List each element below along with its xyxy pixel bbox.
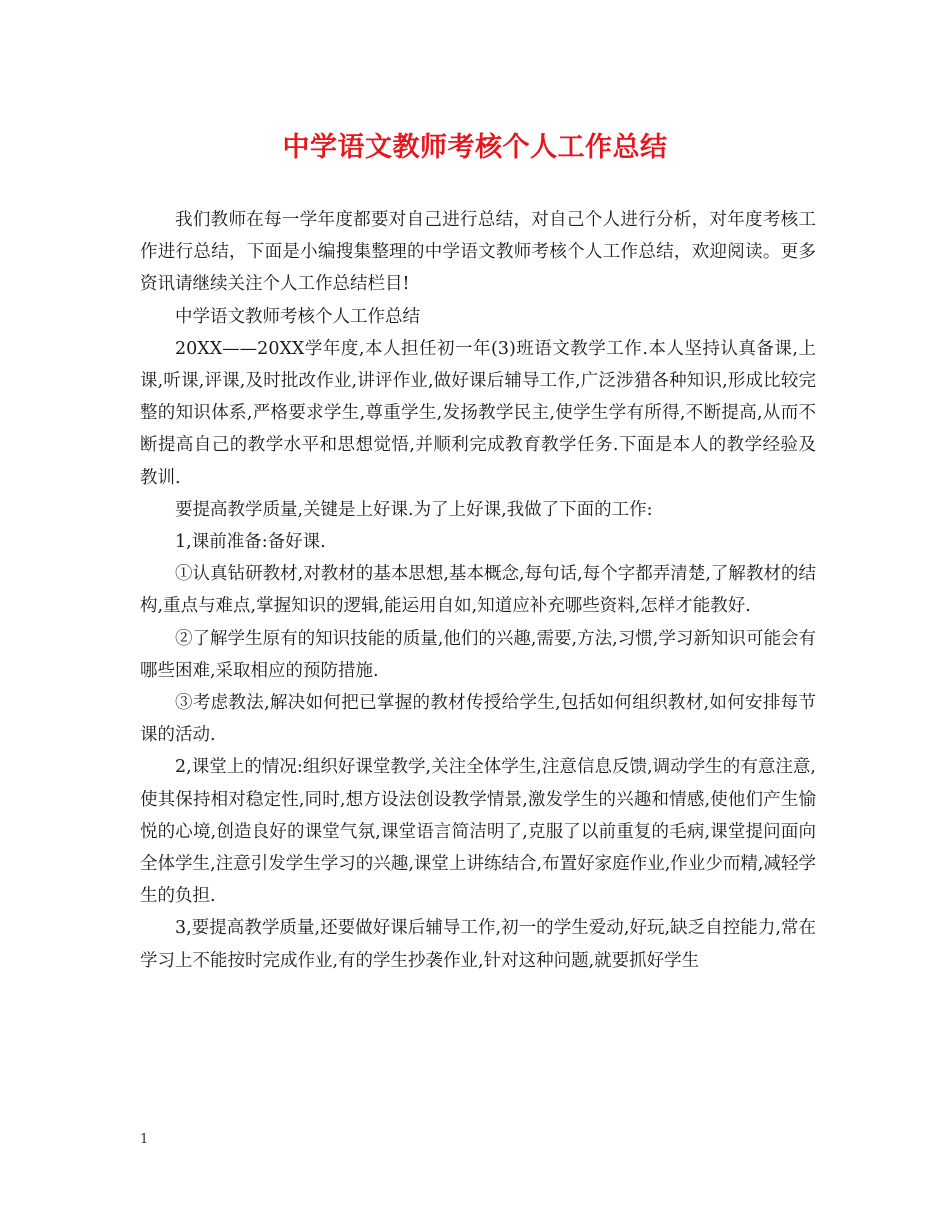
page-number: 1 xyxy=(140,1132,149,1147)
document-body xyxy=(140,204,816,977)
document-title: 中学语文教师考核个人工作总结 xyxy=(282,132,668,163)
paragraph-section-1: 1,课前准备:备好课. xyxy=(175,532,326,553)
paragraph-key-point: 要提高教学质量,关键是上好课.为了上好课,我做了下面的工作: xyxy=(175,499,653,520)
paragraph-subtitle: 中学语文教师考核个人工作总结 xyxy=(175,306,420,327)
paragraph-item-3: ③考虑教法,解决如何把已掌握的教材传授给学生,包括如何组织教材,如何安排每节课的活动. xyxy=(140,693,816,746)
paragraph-intro: 我们教师在每一学年度都要对自己进行总结，对自己个人进行分析，对年度考核工作进行总结，下面是小编搜集整理的中学语文教师考核个人工作总结，欢迎阅读。更多资讯请继续关注个人工作总结栏目! xyxy=(140,210,816,295)
paragraph-item-1: ①认真钻研教材,对教材的基本思想,基本概念,每句话,每个字都弄清楚,了解教材的结构,重点与难点,掌握知识的逻辑,能运用自如,知道应补充哪些资料,怎样才能教好. xyxy=(140,564,816,617)
paragraph-item-2: ②了解学生原有的知识技能的质量,他们的兴趣,需要,方法,习惯,学习新知识可能会有哪些困难,采取相应的预防措施. xyxy=(140,628,816,681)
paragraph-section-2: 2,课堂上的情况:组织好课堂教学,关注全体学生,注意信息反馈,调动学生的有意注意,使其保持相对稳定性,同时,想方设法创设教学情景,激发学生的兴趣和情感,使他们产生愉悦的心境,创造良好的课堂气氛,课堂语言简洁明了,克服了以前重复的毛病,课堂提问面向全体学生,注意引发学生学习的兴趣,课堂上讲练结合,布置好家庭作业,作业少而精,减轻学生的负担. xyxy=(140,757,816,907)
paragraph-overview: 20XX——20XX学年度,本人担任初一年(3)班语文教学工作.本人坚持认真备课,上课,听课,评课,及时批改作业,讲评作业,做好课后辅导工作,广泛涉猎各种知识,形成比较完整的知识体系,严格要求学生,尊重学生,发扬教学民主,使学生学有所得,不断提高,从而不断提高自己的教学水平和思想觉悟,并顺利完成教育教学任务.下面是本人的教学经验及教训. xyxy=(140,338,816,488)
paragraph-section-3: 3,要提高教学质量,还要做好课后辅导工作,初一的学生爱动,好玩,缺乏自控能力,常在学习上不能按时完成作业,有的学生抄袭作业,针对这种问题,就要抓好学生 xyxy=(140,918,816,971)
